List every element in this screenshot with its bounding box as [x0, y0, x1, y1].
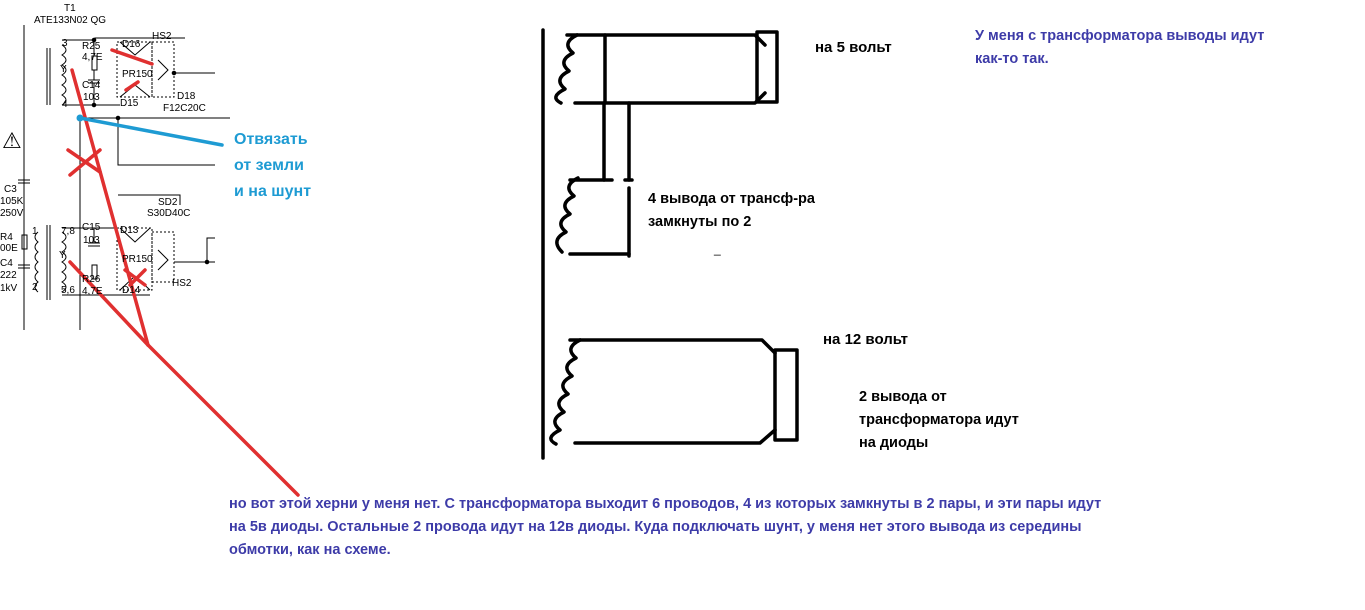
- wire-bottom-upper: [570, 340, 775, 353]
- s30d40c-label: S30D40C: [147, 208, 191, 219]
- two-leads-line-2: трансформатора идут: [859, 412, 1019, 428]
- diode-block-5v: [757, 32, 777, 102]
- junction-dot: [172, 71, 176, 75]
- hs2-bot-label: HS2: [172, 278, 192, 289]
- coil-middle: [557, 178, 578, 252]
- junction-dot: [92, 103, 96, 107]
- diode-block-12v: [775, 350, 797, 440]
- hs2-top-label: HS2: [152, 31, 172, 42]
- label-5-volt: на 5 вольт: [815, 39, 892, 56]
- two-leads-line-1: 2 вывода от: [859, 389, 947, 405]
- c14-label: C14: [82, 80, 101, 91]
- c15-label: C15: [82, 222, 101, 233]
- two-leads-line-3: на диоды: [859, 435, 929, 451]
- diode-sd2: [158, 250, 168, 270]
- c4-value-1: 222: [0, 270, 17, 281]
- diode-d18: [158, 60, 168, 80]
- c14-value: 103: [83, 92, 100, 103]
- note-top-line-1: У меня с трансформатора выводы идут: [975, 28, 1265, 44]
- f12c20c-label: F12C20C: [163, 103, 206, 114]
- d18-label: D18: [177, 91, 196, 102]
- note-top-line-2: как-то так.: [975, 51, 1049, 67]
- four-leads-line-2: замкнуты по 2: [648, 214, 752, 230]
- d15-label: D15: [120, 98, 139, 109]
- d16-label: D16: [122, 39, 141, 50]
- pr150-bot-label: PR150: [122, 254, 153, 265]
- pin78-label: 7,8: [61, 226, 75, 237]
- wire-top-winding-upper: [567, 35, 765, 45]
- junction-dot: [205, 260, 209, 264]
- wire-bottom-lower: [575, 430, 775, 443]
- coil-top: [556, 35, 577, 103]
- cyan-pointer-line: [80, 118, 222, 145]
- diode-d15: [120, 85, 150, 97]
- r4-label: R4: [0, 232, 13, 243]
- hand-drawn-transformer: [543, 30, 797, 458]
- c4-value-2: 1kV: [0, 283, 18, 294]
- c4-label: C4: [0, 258, 13, 269]
- red-pointer-line: [148, 345, 298, 495]
- c3-value-2: 250V: [0, 208, 24, 219]
- pin-y-bot-label: Y: [59, 250, 66, 261]
- c15-value: 103: [83, 235, 100, 246]
- d13-label: D13: [120, 225, 139, 236]
- hs2-box-top: [152, 42, 174, 97]
- r26-value: 4,7E: [82, 286, 103, 297]
- red-marks: [68, 50, 298, 495]
- pin56-label: 5,6: [61, 285, 75, 296]
- wire-out-bot-hook: [207, 238, 215, 262]
- hs2-box-bot: [152, 232, 174, 282]
- r26-label: R26: [82, 274, 101, 285]
- coil-bottom: [551, 340, 580, 444]
- pr150-top-label: PR150: [122, 69, 153, 80]
- warning-icon: ⚠: [2, 128, 22, 153]
- t1-label: T1: [64, 3, 76, 14]
- winding-bottom: [62, 232, 66, 292]
- unbind-line-1: Отвязать: [234, 131, 308, 148]
- r25-label: R25: [82, 41, 101, 52]
- pin1-label: 1: [32, 226, 38, 237]
- four-leads-line-1: 4 вывода от трансф-ра: [648, 191, 815, 207]
- d14-label: D14: [122, 285, 141, 296]
- pin2-label: 2: [32, 282, 38, 293]
- note-bottom-line-3: обмотки, как на схеме.: [229, 542, 391, 558]
- note-bottom-line-1: но вот этой херни у меня нет. С трансформатора выходит 6 проводов, 4 из которых замкнуты в 2 пары, и эти пары идут: [229, 496, 1102, 512]
- pin4-label: 4: [62, 99, 68, 110]
- junction-dot: [116, 116, 120, 120]
- pin-y-top-label: Y: [60, 64, 67, 75]
- r25-value: 4,7E: [82, 52, 103, 63]
- t1-part-number: ATE133N02 QG: [34, 15, 107, 26]
- c3-label: C3: [4, 184, 17, 195]
- unbind-line-3: и на шунт: [234, 183, 312, 200]
- c3-value-1: 105K: [0, 196, 24, 207]
- unbind-line-2: от земли: [234, 157, 304, 174]
- note-bottom-line-2: на 5в диоды. Остальные 2 провода идут на 12в диоды. Куда подключать шунт, у меня нет этого вывода из середины: [229, 519, 1082, 535]
- sd2-label: SD2: [158, 197, 178, 208]
- stray-mark: _: [714, 242, 721, 256]
- r4-value: 00E: [0, 243, 18, 254]
- pin3-label: 3: [62, 38, 68, 49]
- label-12-volt: на 12 вольт: [823, 331, 909, 348]
